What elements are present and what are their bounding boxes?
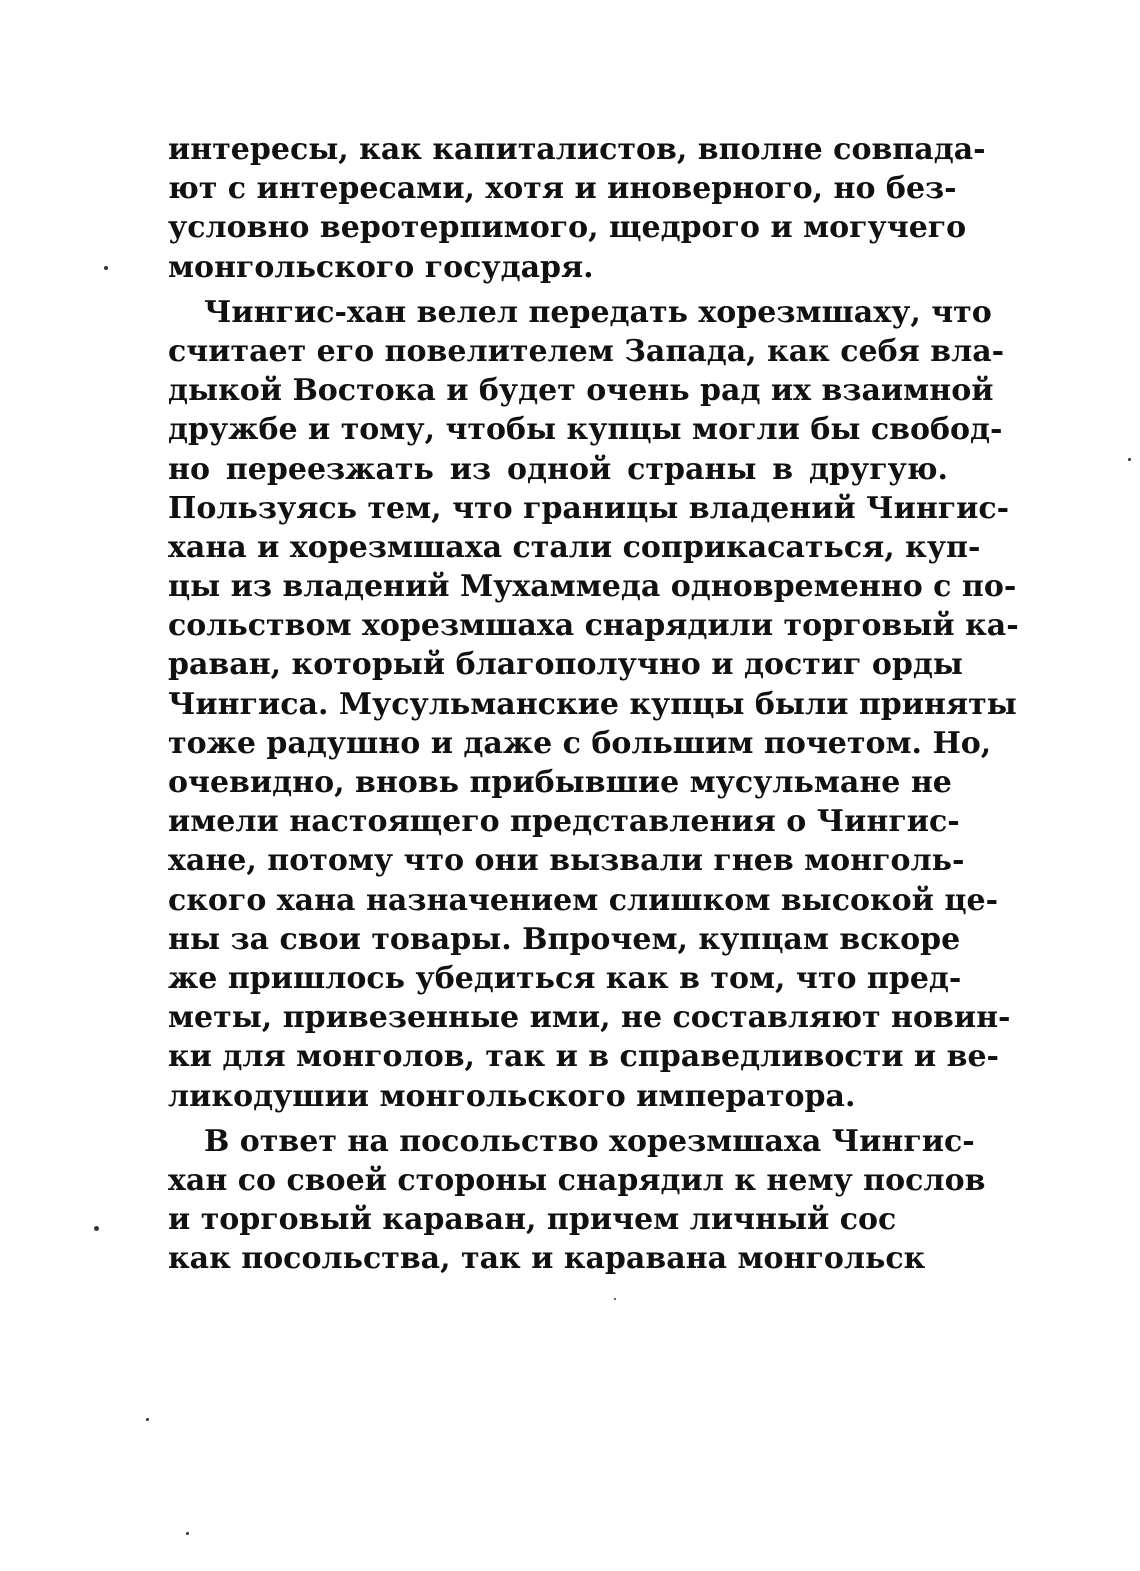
scan-speck	[146, 1418, 149, 1421]
body-text	[168, 130, 1019, 1278]
text-line: дыкой Востока и будет очень рад их взаимной	[168, 373, 994, 409]
text-line: и торговый караван, причем личный сос	[168, 1202, 897, 1238]
text-line: Чингис-хан велел передать хорезмшаху, что	[204, 294, 992, 330]
text-line: монгольского государя.	[168, 249, 594, 285]
text-line: хана и хорезмшаха стали соприкасаться, куп-	[168, 529, 981, 565]
text-line: условно веротерпимого, щедрого и могучего	[168, 210, 967, 246]
text-line: как посольства, так и каравана монгольск	[168, 1241, 926, 1277]
text-line: хан со своей стороны снарядил к нему послов	[168, 1162, 986, 1198]
text-line: Чингиса. Мусульманские купцы были приняты	[168, 686, 1017, 722]
text-line: тоже радушно и даже с большим почетом. Но,	[168, 725, 992, 761]
text-line: считает его повелителем Запада, как себя вла-	[168, 333, 1005, 369]
text-line: очевидно, вновь прибывшие мусульмане не	[168, 765, 952, 800]
text-line: ют с интересами, хотя и иноверного, но без-	[168, 171, 957, 207]
text-line: же пришлось убедиться как в том, что пред-	[168, 960, 962, 996]
scan-speck	[186, 1532, 189, 1535]
text-line: В ответ на посольство хорезмшаха Чингис-	[204, 1123, 975, 1159]
scan-speck	[614, 1298, 616, 1300]
text-line: ского хана назначением слишком высокой це-	[168, 882, 999, 918]
text-line: сольством хорезмшаха снарядили торговый ка-	[168, 608, 1019, 644]
text-line: Пользуясь тем, что границы владений Чингис-	[168, 490, 1010, 526]
text-line: ны за свои товары. Впрочем, купцам вскоре	[168, 921, 961, 957]
text-line: ки для монголов, так и в справедливости и ве-	[168, 1039, 1000, 1075]
text-line: но переезжать из одной страны в другую.	[168, 451, 948, 487]
scan-speck	[1128, 458, 1131, 461]
text-line: хане, потому что они вызвали гнев монголь-	[168, 843, 965, 879]
text-line: дружбе и тому, чтобы купцы могли бы свобод-	[168, 412, 1003, 448]
text-line: меты, привезенные ими, не составляют новин-	[168, 1000, 1011, 1036]
scan-speck	[94, 1226, 99, 1231]
text-line: интересы, как капиталистов, вполне совпада-	[168, 132, 986, 167]
scan-speck	[104, 266, 108, 270]
text-line: цы из владений Мухаммеда одновременно с по-	[168, 569, 1017, 605]
text-line: имели настоящего представления о Чингис-	[168, 804, 960, 840]
text-line: раван, который благополучно и достиг орды	[168, 647, 963, 683]
text-line: ликодушии монгольского императора.	[168, 1078, 856, 1114]
